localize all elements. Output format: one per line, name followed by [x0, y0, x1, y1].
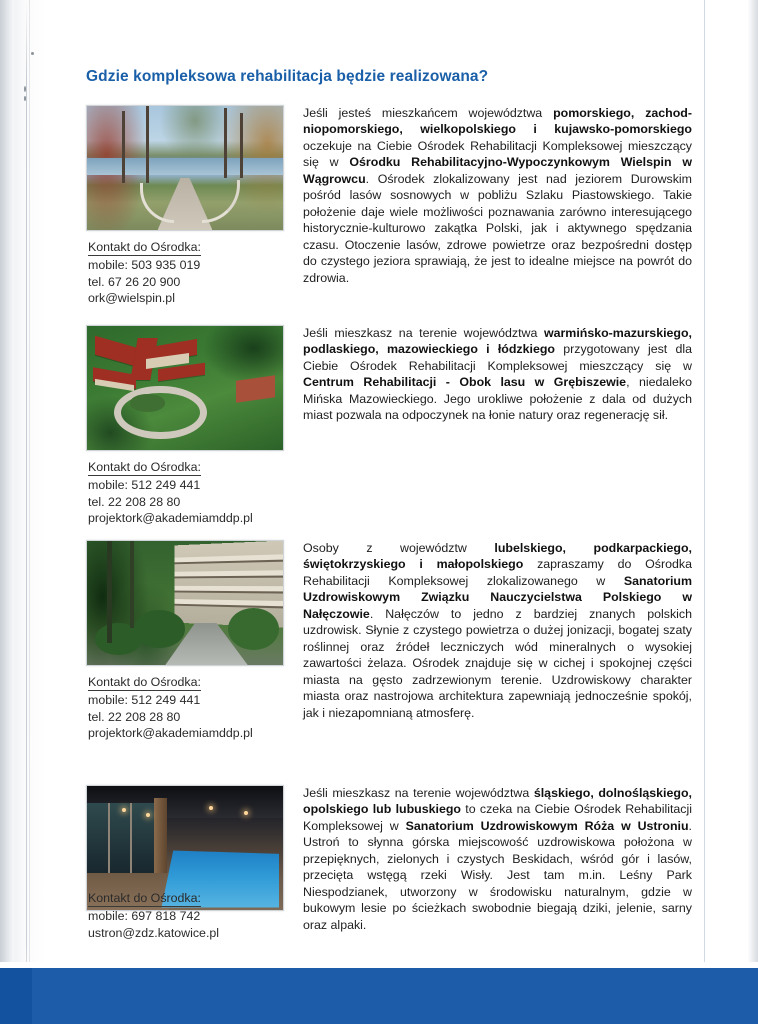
contact-block-1 — [88, 239, 298, 307]
contact-block-4 — [88, 890, 318, 941]
center-section-1 — [86, 105, 692, 306]
contact-tel: tel. 22 208 28 80 — [88, 709, 181, 724]
contact-mobile: mobile: 697 818 742 — [88, 909, 201, 924]
contact-tel: tel. 67 26 20 900 — [88, 274, 181, 289]
contact-title: Kontakt do Ośrodka: — [88, 239, 201, 256]
autumn-lake-boardwalk-photo — [86, 105, 284, 231]
center-section-4 — [86, 785, 692, 975]
aerial-red-roof-resort-photo — [86, 325, 284, 451]
section-paragraph-3: Osoby z województw lubelskiego, podkarpackiego, świętokrzyskiego i małopolskiego zapraszamy do Ośrodka Rehabilitacji Kompleksowej zlokalizowanego w Sanatorium Uzdrowiskowym Związku Nauczycielstwa Polskiego w Nałęczowie. Nałęczów to jedno z bardziej znanych polskich uzdrowisk. Słynie z czystego powietrza o dużej jonizacji, bogatej szaty roślinnej oraz źródeł leczniczych wód mineralnych o wysokiej zawartości żelaza. Ośrodek znajduje się w cichej i spokojnej części miasta na gęsto zadrzewionym terenie. Uzdrowiskowy charakter miasta oraz nastrojowa architektura zapewniają jednocześnie spokój, jak i niezapomnianą atmosferę. — [303, 541, 692, 720]
footer-band — [0, 968, 758, 1024]
contact-tel: tel. 22 208 28 80 — [88, 494, 181, 509]
contact-title: Kontakt do Ośrodka: — [88, 890, 201, 907]
contact-mobile: mobile: 503 935 019 — [88, 258, 201, 273]
center-section-3 — [86, 540, 692, 750]
hotel-balconies-trees-photo — [86, 540, 284, 666]
page-title: Gdzie kompleksowa rehabilitacja będzie realizowana? — [86, 68, 489, 85]
center-section-2 — [86, 325, 693, 526]
contact-title: Kontakt do Ośrodka: — [88, 459, 201, 476]
contact-email[interactable]: projektork@akademiamddp.pl — [88, 511, 253, 526]
contact-mobile: mobile: 512 249 441 — [88, 693, 201, 708]
contact-email[interactable]: ustron@zdz.katowice.pl — [88, 925, 220, 940]
section-paragraph-2: Jeśli mieszkasz na terenie województwa warmińsko-mazurskiego, podlaskiego, mazowieckiego i łódzkiego przygotowany jest dla Ciebie Ośrodek Rehabilitacji Kompleksowej mieszczący się w Centrum Rehabilitacji - Obok lasu w Grębiszewie, niedaleko Mińska Mazowieckiego. Jego urokliwe położenie z dala od dużych miast pozwala na odpoczynek na łonie natury oraz regenerację sił. — [303, 326, 693, 423]
contact-email[interactable]: ork@wielspin.pl — [88, 291, 175, 306]
contact-block-3 — [88, 674, 318, 742]
section-paragraph-1: Jeśli jesteś mieszkańcem województwa pomorskiego, zachod-niopomorskiego, wielkopolskiego i kujawsko-pomorskiego oczekuje na Ciebie Ośrodek Rehabilitacji Kompleksowej mieszczący się w Ośrodku Rehabilitacyjno-Wypoczynkowym Wielspin w Wągrowcu. Ośrodek zlokalizowany jest nad jeziorem Durowskim pośród lasów sosnowych w pobliżu Szlaku Piastowskiego. Takie położenie daje wiele możliwości poznawania zarówno interesującego historycznie-kulturowo zakątka Polski, jak i aktywnego spędzania czasu. Otoczenie lasów, zdrowe powietrze oraz bezpośredni dostęp do czystego jeziora sprawiają, że jest to idealne miejsce na powrót do zdrowia. — [303, 106, 692, 285]
section-paragraph-4: Jeśli mieszkasz na terenie województwa śląskiego, dolnośląskiego, opolskiego lub lubuskiego to czeka na Ciebie Ośrodek Rehabilitacji Kompleksowej w Sanatorium Uzdrowiskowym Róża w Ustroniu. Ustroń to słynna górska miejscowość uzdrowiskowa położona w przepięknych, zielonych i czystych Beskidach, wśród gór i lasów, przecięta wstęgą rzeki Wisły. Jest tam m.in. Leśny Park Niespodzianek, utworzony w środowisku naturalnym, gdzie w bukowym lesie po ścieżkach swobodnie biegają dziki, jelenie, sarny oraz alpaki. — [303, 786, 692, 932]
contact-mobile: mobile: 512 249 441 — [88, 478, 201, 493]
contact-title: Kontakt do Ośrodka: — [88, 674, 201, 691]
contact-email[interactable]: projektork@akademiamddp.pl — [88, 726, 253, 741]
contact-block-2 — [88, 459, 318, 527]
footer-band-inner — [32, 968, 758, 1024]
